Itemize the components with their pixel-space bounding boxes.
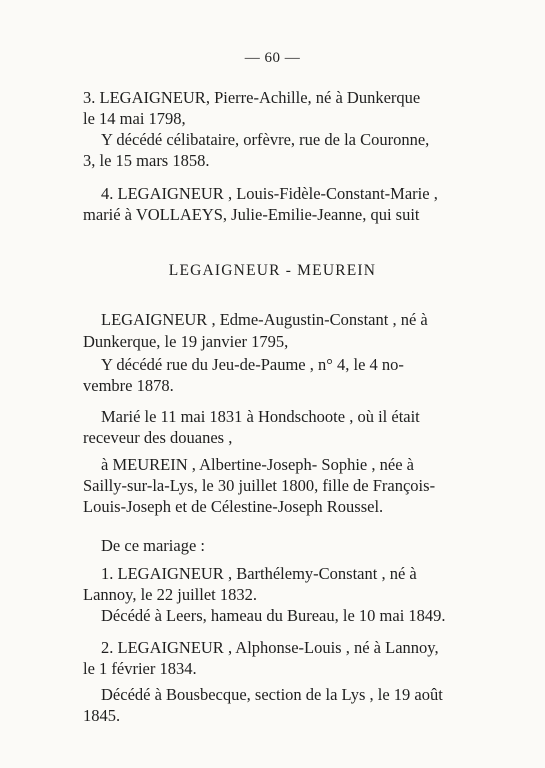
para-5-line-1: De ce mariage : xyxy=(101,536,205,555)
entry-3-death-line-2: 3, le 15 mars 1858. xyxy=(83,151,210,170)
entry-4-line-1: 4. LEGAIGNEUR , Louis-Fidèle-Constant-Marie , xyxy=(101,184,438,203)
para-2-line-1: Y décédé rue du Jeu-de-Paume , n° 4, le 4 no- xyxy=(101,355,404,374)
para-1-line-2: Dunkerque, le 19 janvier 1795, xyxy=(83,332,289,351)
para-2-line-2: vembre 1878. xyxy=(83,376,174,395)
para-9-line-1: Décédé à Bousbecque, section de la Lys , le 19 août xyxy=(101,685,443,704)
para-4-line-2: Sailly-sur-la-Lys, le 30 juillet 1800, fille de François- xyxy=(83,476,436,495)
para-6-line-2: Lannoy, le 22 juillet 1832. xyxy=(83,585,257,604)
page-number: — 60 — xyxy=(244,50,301,66)
entry-4-line-2: marié à VOLLAEYS, Julie-Emilie-Jeanne, qui suit xyxy=(83,205,420,224)
entry-3-death-line-1: Y décédé célibataire, orfèvre, rue de la Couronne, xyxy=(101,130,430,149)
para-6-line-1: 1. LEGAIGNEUR , Barthélemy-Constant , né à xyxy=(101,564,417,583)
para-8-line-2: le 1 février 1834. xyxy=(83,659,197,678)
para-3-line-1: Marié le 11 mai 1831 à Hondschoote , où il était xyxy=(101,407,420,426)
para-3-line-2: receveur des douanes , xyxy=(83,428,233,447)
entry-3-line-1: 3. LEGAIGNEUR, Pierre-Achille, né à Dunkerque xyxy=(83,88,421,107)
para-1-line-1: LEGAIGNEUR , Edme-Augustin-Constant , né à xyxy=(101,310,428,329)
para-4-line-3: Louis-Joseph et de Célestine-Joseph Roussel. xyxy=(83,497,384,516)
para-9-line-2: 1845. xyxy=(83,706,121,725)
section-title: LEGAIGNEUR - MEUREIN xyxy=(168,262,377,279)
entry-3-line-2: le 14 mai 1798, xyxy=(83,109,186,128)
para-8-line-1: 2. LEGAIGNEUR , Alphonse-Louis , né à Lannoy, xyxy=(101,638,439,657)
para-7-line-1: Décédé à Leers, hameau du Bureau, le 10 mai 1849. xyxy=(101,606,446,625)
para-4-line-1: à MEUREIN , Albertine-Joseph- Sophie , née à xyxy=(101,455,414,474)
